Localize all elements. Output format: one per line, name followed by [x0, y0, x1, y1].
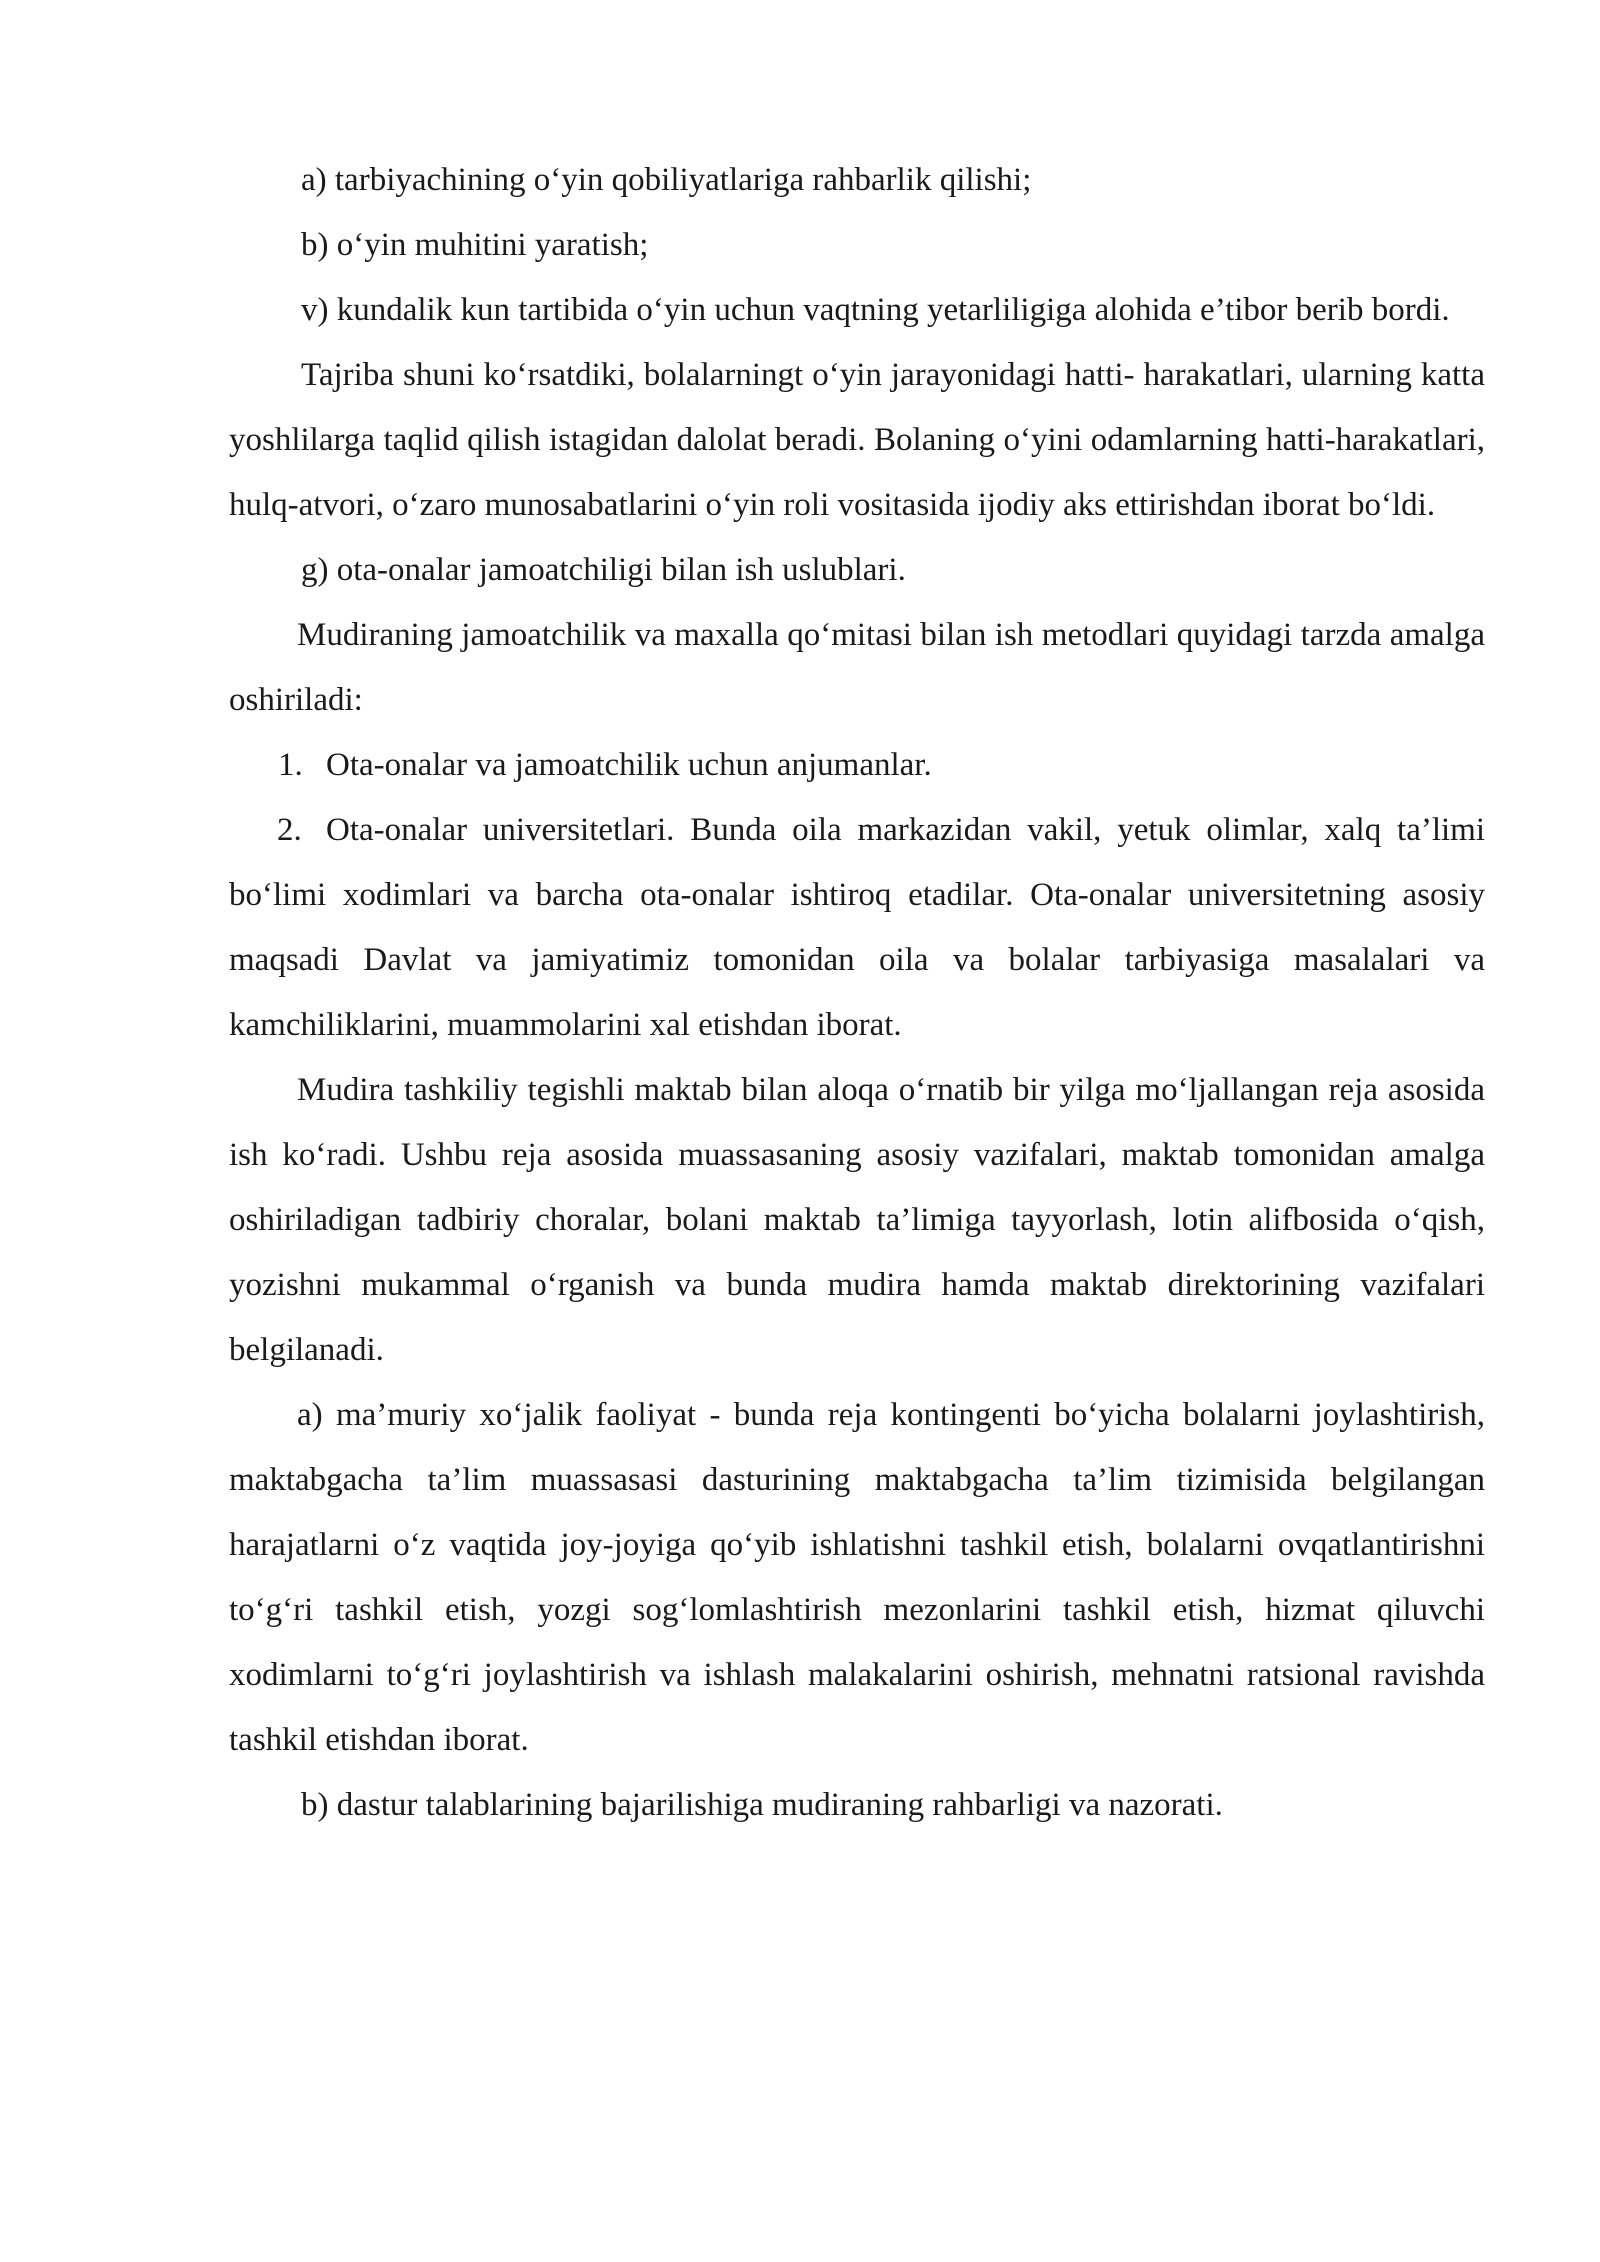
paragraph-b-oyin-muhiti: b) o‘yin muhitini yaratish; — [301, 227, 649, 263]
list-item-2 — [229, 798, 1485, 1058]
list-text-2: Ota-onalar universitetlari. Bunda oila markazidan vakil, yetuk olimlar, xalq ta’limi bo‘limi xodimlari va barcha ota-onalar ishtiroq etadilar. Ota-onalar universitetning asosiy maqsadi Davlat va jamiyatimiz tomonidan oila va bolalar tarbiyasiga masalalari va kamchiliklarini, muammolarini xal etishdan iborat. — [229, 812, 1485, 1043]
list-number-1: 1. — [278, 747, 303, 783]
paragraph-b-dastur-talablari: b) dastur talablarining bajarilishiga mudiraning rahbarligi va nazorati. — [301, 1787, 1223, 1823]
paragraph-a-tarbiyachi: a) tarbiyachining o‘yin qobiliyatlariga rahbarlik qilishi; — [301, 162, 1032, 198]
list-item-1 — [229, 733, 1485, 798]
paragraph-mudira-tashkiliy: Mudira tashkiliy tegishli maktab bilan aloqa o‘rnatib bir yilga mo‘ljallangan reja asosida ish ko‘radi. Ushbu reja asosida muassasaning asosiy vazifalari, maktab tomonidan amalga oshiriladigan tadbiriy choralar, bolani maktab ta’limiga tayyorlash, lotin alifbosida o‘qish, yozishni mukammal o‘rganish va bunda mudira hamda maktab direktorining vazifalari belgilanadi. — [229, 1072, 1485, 1368]
paragraph-a-mamuriy: a) ma’muriy xo‘jalik faoliyat - bunda reja kontingenti bo‘yicha bolalarni joylashtirish, maktabgacha ta’lim muassasasi dasturining maktabgacha ta’lim tizimisida belgilangan harajatlarni o‘z vaqtida joy-joyiga qo‘yib ishlatishni tashkil etish, bolalarni ovqatlantirishni to‘g‘ri tashkil etish, yozgi sog‘lomlashtirish mezonlarini tashkil etish, hizmat qiluvchi xodimlarni to‘g‘ri joylashtirish va ishlash malakalarini oshirish, mehnatni ratsional ravishda tashkil etishdan iborat. — [229, 1397, 1485, 1758]
paragraph-mudiraning-metodlari: Mudiraning jamoatchilik va maxalla qo‘mitasi bilan ish metodlari quyidagi tarzda amalga oshiriladi: — [229, 617, 1485, 718]
paragraph-tajriba: Tajriba shuni ko‘rsatdiki, bolalarningt o‘yin jarayonidagi hatti- harakatlari, ularning katta yoshlilarga taqlid qilish istagidan dalolat beradi. Bolaning o‘yini odamlarning hatti-harakatlari, hulq-atvori, o‘zaro munosabatlarini o‘yin roli vositasida ijodiy aks ettirishdan iborat bo‘ldi. — [229, 357, 1485, 523]
paragraph-g-ota-onalar: g) ota-onalar jamoatchiligi bilan ish uslublari. — [301, 552, 906, 588]
list-number-2: 2. — [277, 812, 302, 848]
paragraph-v-kun-tartibi: v) kundalik kun tartibida o‘yin uchun vaqtning yetarliligiga alohida e’tibor berib bordi. — [301, 292, 1450, 328]
list-text-1: Ota-onalar va jamoatchilik uchun anjumanlar. — [326, 747, 932, 783]
document-body — [229, 148, 1485, 1838]
